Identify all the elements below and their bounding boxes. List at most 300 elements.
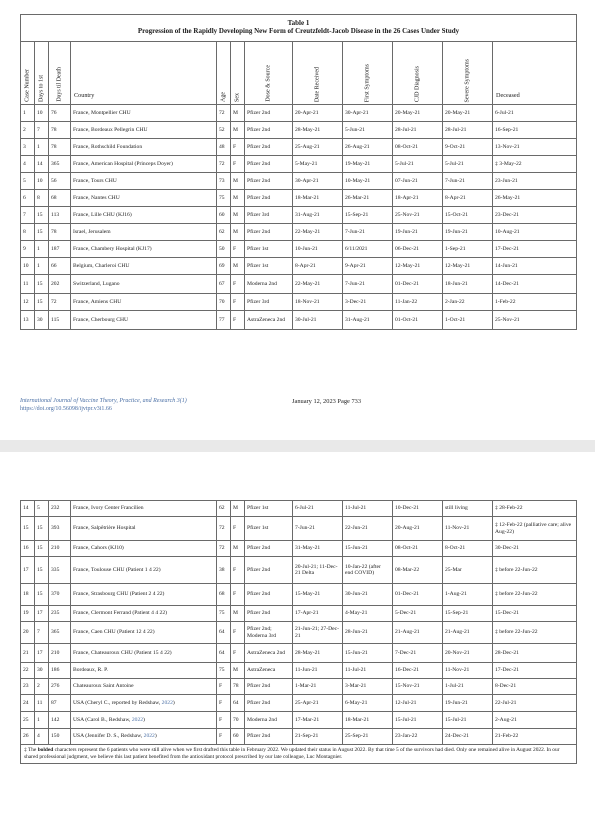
page-gap (0, 440, 595, 452)
table-cell: 2-Aug-21 (493, 712, 577, 729)
table-cell: Pfizer 2nd (245, 139, 293, 156)
table-cell: 26-Aug-21 (343, 139, 393, 156)
table-cell: France, Clermont Ferrand (Patient 4 4 22) (71, 606, 217, 622)
header-days-til-death (49, 42, 71, 105)
header-label: Date Received (314, 66, 321, 102)
header-sex (231, 42, 245, 105)
table-cell: 15 (35, 517, 49, 541)
table-cell: 370 (49, 584, 71, 606)
table-cell: France, Salpêtrière Hospital (71, 517, 217, 541)
table-cell: M (231, 541, 245, 557)
table-cell: 19-Jun-21 (443, 695, 493, 712)
table-cell: France, Strasbourg CHU (Patient 2 4 22) (71, 584, 217, 606)
table-cell: 12-May-21 (443, 258, 493, 275)
table-cell: AstraZeneca 2nd (245, 311, 293, 330)
table-cell: M (231, 606, 245, 622)
table-row (21, 695, 577, 712)
table-cell: 69 (217, 258, 231, 275)
table-cell: Pfizer 3rd (245, 294, 293, 311)
table-row (21, 712, 577, 729)
table-cell: M (231, 173, 245, 190)
table-cell: ‡ before 22-Jun-22 (493, 557, 577, 584)
table-cell: 30-Apr-21 (343, 105, 393, 122)
table-cell: 12-Jul-21 (393, 695, 443, 712)
table-cell: 1-Jul-21 (443, 679, 493, 695)
table-cell: 15-Sep-21 (443, 606, 493, 622)
table-cell: 1-Sep-21 (443, 241, 493, 258)
table-cell: 6-Jul-21 (293, 501, 343, 517)
table-row (21, 207, 577, 224)
table-row (21, 294, 577, 311)
table-row (21, 557, 577, 584)
table-cell: 22-May-21 (293, 275, 343, 294)
header-label: Days to 1st (38, 75, 45, 102)
table-cell: 31-Aug-21 (293, 207, 343, 224)
citation-year-link[interactable]: 2022 (161, 699, 173, 706)
table-cell: 08-Mar-22 (393, 557, 443, 584)
table-cell: F (217, 679, 231, 695)
header-date-received (293, 42, 343, 105)
table-cell: France, Montpellier CHU (71, 105, 217, 122)
table-cell: 23-Jun-21 (493, 173, 577, 190)
table-cell: 18 (21, 584, 35, 606)
table-cell: 17 (21, 557, 35, 584)
table-cell: 7-Jun-21 (343, 224, 393, 241)
table-cell: F (231, 156, 245, 173)
table-cell: Moderna 2nd (245, 275, 293, 294)
table-cell: 8-Dec-21 (493, 679, 577, 695)
table-cell: 7 (21, 207, 35, 224)
table-cell: 1 (35, 712, 49, 729)
header-row (21, 42, 577, 105)
table-cell: 9 (21, 241, 35, 258)
table-cell: 20-Nov-21 (443, 644, 493, 663)
table-cell: 113 (49, 207, 71, 224)
table-cell: 30-Dec-21 (493, 541, 577, 557)
citation-year-link[interactable]: 2022 (131, 716, 144, 723)
table-row (21, 644, 577, 663)
table-cell: 14 (35, 156, 49, 173)
table-cell: 25-Aug-21 (293, 139, 343, 156)
table-cell: 11-Nov-21 (443, 517, 493, 541)
table-cell: 115 (49, 311, 71, 330)
table-row (21, 517, 577, 541)
table-title (21, 15, 577, 42)
header-case-number (21, 42, 35, 105)
table-cell: F (231, 139, 245, 156)
header-dose-source (245, 42, 293, 105)
table-title-row (21, 15, 577, 42)
journal-citation[interactable]: International Journal of Vaccine Theory, Practice, and Research 3(1) (20, 398, 187, 404)
table-row (21, 139, 577, 156)
table-cell: 64 (217, 622, 231, 644)
table-cell: 06-Dec-21 (393, 241, 443, 258)
table-cell: 15-Sep-21 (343, 207, 393, 224)
table-cell: 11-Jul-21 (343, 501, 393, 517)
table-cell: 50 (217, 241, 231, 258)
table-cell: 18-Mar-21 (343, 712, 393, 729)
table-cell: 187 (49, 241, 71, 258)
table-cell: 20-Aug-21 (393, 517, 443, 541)
table-cell: 78 (49, 139, 71, 156)
header-age (217, 42, 231, 105)
table-cell: 67 (217, 275, 231, 294)
table-cell: 23-Dec-21 (493, 207, 577, 224)
header-label: Days til Death (56, 67, 63, 102)
table-row (21, 105, 577, 122)
table-cell: 72 (217, 517, 231, 541)
table-cell: 62 (217, 501, 231, 517)
header-label: CJD Diagnosis (414, 65, 421, 102)
header-first-symptoms (343, 42, 393, 105)
table-cell: M (231, 122, 245, 139)
table-cell: 15-Nov-21 (393, 679, 443, 695)
table-cell: 17-Dec-21 (493, 663, 577, 679)
table-cell: AstraZeneca 2nd (245, 644, 293, 663)
table-cell: Pfizer 2nd (245, 695, 293, 712)
header-deceased (493, 42, 577, 105)
table-cell: ‡ 28-Feb-22 (493, 501, 577, 517)
table-cell: 210 (49, 541, 71, 557)
table-cell: Pfizer 2nd (245, 105, 293, 122)
table-cell: 11-Jul-21 (343, 663, 393, 679)
table-cell: 202 (49, 275, 71, 294)
table-cell: 1 (21, 105, 35, 122)
table-cell: 11 (21, 275, 35, 294)
table-cell: 1-Mar-21 (293, 679, 343, 695)
table-cell: 1-Oct-21 (443, 311, 493, 330)
table-cell: 1-Feb-22 (493, 294, 577, 311)
table-cell: 210 (49, 644, 71, 663)
table-cell: France, Rothschild Foundation (71, 139, 217, 156)
table-cell: F (217, 729, 231, 745)
table-cell: 25-Apr-21 (293, 695, 343, 712)
table-cell: 3 (21, 139, 35, 156)
table-cell: 60 (231, 729, 245, 745)
table-cell: Pfizer 2nd (245, 584, 293, 606)
cell-text: USA (Jennifer D. S., Redshaw, (73, 733, 144, 740)
table-cell: 7 (35, 622, 49, 644)
table-cell: 16-Sep-21 (493, 122, 577, 139)
table-cell: 10-Aug-21 (493, 224, 577, 241)
table-cell: 1-Aug-21 (443, 584, 493, 606)
table-row (21, 729, 577, 745)
table-cell: 10 (21, 258, 35, 275)
table-cell: M (231, 224, 245, 241)
table-cell: 365 (49, 156, 71, 173)
table-cell: 6/11/2021 (343, 241, 393, 258)
table-row (21, 122, 577, 139)
table-row (21, 622, 577, 644)
doi-link[interactable]: https://doi.org/10.56098/ijvtpr.v3i1.66 (20, 405, 112, 412)
table-cell: 30-Jun-21 (343, 584, 393, 606)
table-cell: 20 (21, 622, 35, 644)
table-cell: 1 (35, 241, 49, 258)
table-cell: 335 (49, 557, 71, 584)
table-cell: F (231, 275, 245, 294)
table-cell: France, Caen CHU (Patient 12 4 22) (71, 622, 217, 644)
table-cell: 01-Dec-21 (393, 275, 443, 294)
table-row (21, 173, 577, 190)
table-cell: Belgium, Charleroi CHU (71, 258, 217, 275)
table-cell: 28-May-21 (293, 644, 343, 663)
table-cell: Pfizer 2nd (245, 224, 293, 241)
page-bottom (0, 452, 595, 840)
table-cell: F (231, 584, 245, 606)
table-cell: Pfizer 2nd; Moderna 3rd (245, 622, 293, 644)
header-cjd-diagnosis (393, 42, 443, 105)
table-cell: 72 (217, 156, 231, 173)
table-cell: 15 (35, 207, 49, 224)
table-cell: 10-Jun-21 (293, 241, 343, 258)
table-cell: 19 (21, 606, 35, 622)
table-cell: 72 (217, 541, 231, 557)
table-cell: 08-Oct-21 (393, 541, 443, 557)
table-cell: 5 (35, 501, 49, 517)
table-cell: 30 (35, 663, 49, 679)
table-cell: 20-Jul-21; 11-Dec-21 Delta (293, 557, 343, 584)
table-cell: 5-Jul-21 (393, 156, 443, 173)
table-cell: 186 (49, 663, 71, 679)
table-row (21, 584, 577, 606)
table-cell: 15-Jun-21 (343, 644, 393, 663)
table-cell: 4 (35, 729, 49, 745)
table-cell: 25 (21, 712, 35, 729)
table-cell: Pfizer 2nd (245, 190, 293, 207)
table-cell: 72 (217, 105, 231, 122)
table-body-part2 (21, 501, 577, 745)
table-cell: 28-Jul-21 (393, 122, 443, 139)
table-cell: 5-Dec-21 (393, 606, 443, 622)
table-cell: 21 (21, 644, 35, 663)
table-cell: Pfizer 1st (245, 517, 293, 541)
table-cell: Pfizer 2nd (245, 606, 293, 622)
table-cell: 28-Jun-21 (343, 622, 393, 644)
table-cell: 18-Mar-21 (293, 190, 343, 207)
header-label: Deceased (496, 92, 520, 100)
table-cell: Pfizer 2nd (245, 679, 293, 695)
table-cell: 15-Oct-21 (443, 207, 493, 224)
table-cell: 26-May-21 (493, 190, 577, 207)
table-cell: 19-May-21 (343, 156, 393, 173)
header-label: Severe Symptoms (464, 58, 471, 102)
table-cell: 8-Apr-21 (293, 258, 343, 275)
table-cell: 22 (21, 663, 35, 679)
table-cell: 76 (49, 105, 71, 122)
table-cell: F (231, 622, 245, 644)
table-cell: France, Chateauroux CHU (Patient 15 4 22) (71, 644, 217, 663)
table-cell: 11-Jun-21 (293, 663, 343, 679)
table-cell: 15 (35, 275, 49, 294)
table-cell: 19-Jun-21 (393, 224, 443, 241)
table-cell: 10-Dec-21 (393, 501, 443, 517)
table-cell: 17-Dec-21 (493, 241, 577, 258)
table-cell: Pfizer 2nd (245, 729, 293, 745)
table-cell: 01-Dec-21 (393, 584, 443, 606)
citation-year-link[interactable]: 2022 (143, 733, 155, 740)
cell-text: USA (Cheryl C., reported by Redshaw, (73, 699, 162, 706)
table-cell: 19-Jun-21 (443, 224, 493, 241)
header-label: Sex (234, 93, 241, 102)
table-cell: 2-Jan-22 (443, 294, 493, 311)
table-cell: 14-Jun-21 (493, 258, 577, 275)
cell-text: USA (Carol B., Redshaw, (73, 716, 132, 723)
table-cell: 5-May-21 (293, 156, 343, 173)
table-cell (71, 695, 217, 712)
table-cell: 18-Apr-21 (393, 190, 443, 207)
table-cell: 11-Jan-22 (393, 294, 443, 311)
table-cell: 28-Jul-21 (443, 122, 493, 139)
table-cell: 13 (21, 311, 35, 330)
table-row (21, 501, 577, 517)
table-cell: Pfizer 1st (245, 241, 293, 258)
table-cell: 6 (21, 190, 35, 207)
table-cell (71, 712, 217, 729)
table-cell: Israel, Jerusalem (71, 224, 217, 241)
table-cell: 25-Sep-21 (343, 729, 393, 745)
table-cell: 73 (217, 173, 231, 190)
table-cell: 75 (217, 190, 231, 207)
table-cell: France, Toulouse CHU (Patient 1 4 22) (71, 557, 217, 584)
table-cell: France, Lille CHU (KJ16) (71, 207, 217, 224)
cell-text: ) (154, 733, 157, 740)
table-cell: 12 (21, 294, 35, 311)
table-cell: 48 (217, 139, 231, 156)
table-cell: 31-May-21 (293, 541, 343, 557)
table-cell: 23 (21, 679, 35, 695)
table-cell: Switzerland, Lugano (71, 275, 217, 294)
table-cell: 15 (35, 541, 49, 557)
journal-citation-block (20, 398, 187, 414)
table-cell: still living (443, 501, 493, 517)
table-cell: 235 (49, 606, 71, 622)
header-label: Age (220, 92, 227, 102)
table-cell: 10 (35, 173, 49, 190)
table-cell: AstraZeneca (245, 663, 293, 679)
cell-text: ) (172, 699, 175, 706)
table-cell: ‡ 12-Feb-22 (palliative care; alive Aug-22) (493, 517, 577, 541)
table-cell: 21-Jun-21; 27-Dec-21 (293, 622, 343, 644)
table-cell: 62 (217, 224, 231, 241)
header-label: First Symptoms (364, 63, 371, 102)
table-cell (71, 729, 217, 745)
table-cell: 78 (49, 122, 71, 139)
footnote-bold-word: bolded (37, 747, 54, 753)
table-cell: 15-Dec-21 (493, 606, 577, 622)
table-row (21, 275, 577, 294)
table-cell: 8-Oct-21 (443, 541, 493, 557)
table-cell: 17-Apr-21 (293, 606, 343, 622)
table-cell: 7-Jun-21 (443, 173, 493, 190)
table-cell: France, Cahors (KJ10) (71, 541, 217, 557)
table-cell: France, American Hospital (Princeps Doyer) (71, 156, 217, 173)
table-cell: 87 (49, 695, 71, 712)
table-cell: 13-Nov-21 (493, 139, 577, 156)
table-cell: 15 (35, 224, 49, 241)
table-cell: France, Amiens CHU (71, 294, 217, 311)
table-title-line2: Progression of the Rapidly Developing New Form of Creutzfeldt-Jacob Disease in the 26 Cases Under Study (137, 27, 460, 35)
table-cell: 10-Jan-22 (after end COVID) (343, 557, 393, 584)
table-cell: 70 (231, 712, 245, 729)
table-cell: 20-May-21 (393, 105, 443, 122)
table-cell: France, Ivory Center Francilien (71, 501, 217, 517)
table-cell: 07-Jun-21 (393, 173, 443, 190)
table-cell: 8 (21, 224, 35, 241)
table-cell: 8-Apr-21 (443, 190, 493, 207)
header-label: Case Number (24, 69, 31, 102)
table-cell: M (231, 258, 245, 275)
table-cell: 25-Nov-21 (393, 207, 443, 224)
table-cell: 15-Jul-21 (443, 712, 493, 729)
table-cell: 11 (35, 695, 49, 712)
table-cell: 16 (21, 541, 35, 557)
table-cell: Moderna 2nd (245, 712, 293, 729)
cases-table-part2 (20, 500, 577, 764)
cases-table-part1 (20, 14, 577, 330)
table-cell: 72 (49, 294, 71, 311)
table-cell: 18-Jun-21 (443, 275, 493, 294)
table-cell: 14 (21, 501, 35, 517)
table-cell: 11-Nov-21 (443, 663, 493, 679)
table-cell: 276 (49, 679, 71, 695)
table-cell: Pfizer 2nd (245, 557, 293, 584)
table-cell: 8 (35, 190, 49, 207)
table-cell: France, Chambery Hospital (KJ17) (71, 241, 217, 258)
table-row (21, 190, 577, 207)
page-number: January 12, 2023 Page 733 (292, 398, 362, 405)
table-cell: F (217, 712, 231, 729)
table-cell: France, Cherbourg CHU (71, 311, 217, 330)
table-cell: Pfizer 2nd (245, 156, 293, 173)
table-cell: 14-Dec-21 (493, 275, 577, 294)
table-cell: F (231, 644, 245, 663)
table-cell: 24-Dec-21 (443, 729, 493, 745)
footnote-text: characters represent the 6 patients who were still alive when we first drafted this table in February 2022. We updated their status in August 2022. By that time 5 of the survivors had died. Only one remained alive in August 2022. In our shared professional judgment, we believe this last patient benefited from the antioxidant protocol prescribed by our late colleague, Luc Montagnier. (24, 747, 560, 760)
table-cell: 66 (49, 258, 71, 275)
table-cell: 16-Dec-21 (393, 663, 443, 679)
table-cell: 15 (21, 517, 35, 541)
table-cell: 15 (35, 557, 49, 584)
header-country (71, 42, 217, 105)
table-cell: 30 (35, 311, 49, 330)
table-cell: M (231, 207, 245, 224)
table-row (21, 258, 577, 275)
table-cell: 24 (21, 695, 35, 712)
table-cell: 15-Jul-21 (393, 712, 443, 729)
table-cell: 21-Aug-21 (393, 622, 443, 644)
table-cell: 9-Apr-21 (343, 258, 393, 275)
table-cell: 15-May-21 (293, 584, 343, 606)
table-cell: 15 (35, 584, 49, 606)
table-body-part1 (21, 105, 577, 330)
header-label: Country (74, 92, 95, 100)
header-label: Dose & Source (265, 65, 272, 102)
table-cell: 60 (217, 207, 231, 224)
table-row (21, 224, 577, 241)
table-cell: Chateauroux Saint Antoine (71, 679, 217, 695)
table-cell: 7-Jun-21 (293, 517, 343, 541)
table-cell: France, Bordeaux Pellegrin CHU (71, 122, 217, 139)
table-cell: M (231, 501, 245, 517)
table-cell: 70 (217, 294, 231, 311)
table-cell: 2 (21, 122, 35, 139)
table-cell: F (231, 517, 245, 541)
table-cell: 17-Mar-21 (293, 712, 343, 729)
table-cell: 18-Nov-21 (293, 294, 343, 311)
table-cell: 15 (35, 294, 49, 311)
table-cell: Pfizer 3rd (245, 207, 293, 224)
table-cell: 77 (217, 311, 231, 330)
